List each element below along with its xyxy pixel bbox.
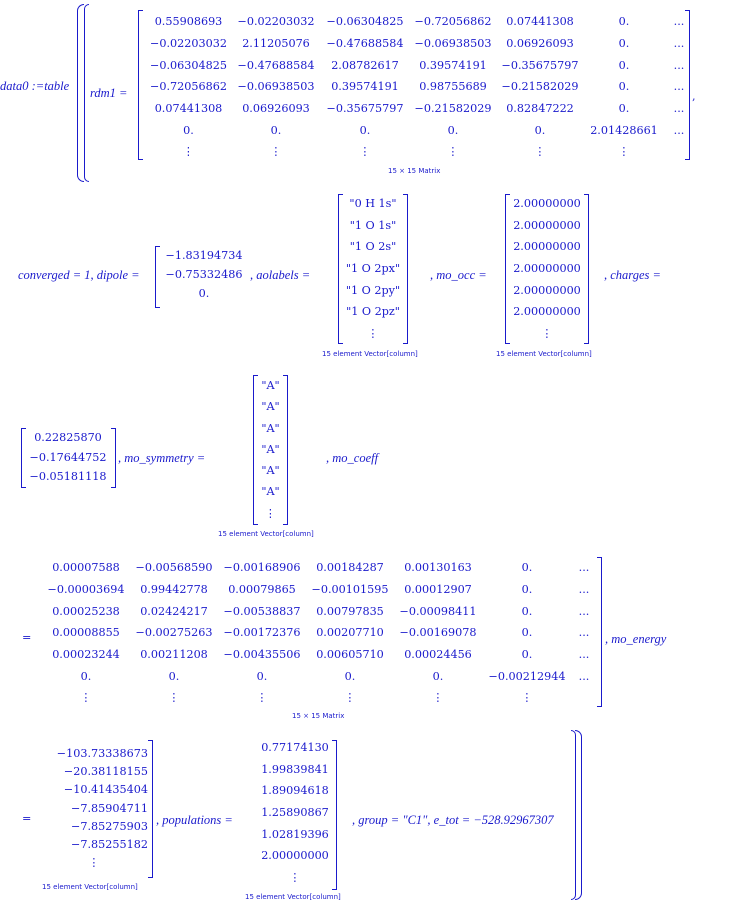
table-row: ⋮ ⋮ ⋮ ⋮ ⋮ ⋮: [80, 691, 533, 705]
populations-right-bracket: [332, 740, 337, 890]
table-row: 0.55908693 −0.02203032 −0.06304825 −0.72056862 0.07441308 0. ...: [154, 15, 685, 29]
mo-coeff-equals: =: [22, 631, 32, 644]
populations-caption: 15 element Vector[column]: [245, 893, 341, 901]
table-row: 0.07441308 0.06926093 −0.35675797 −0.21582029 0.82847222 0. ...: [154, 102, 685, 116]
charges-vector: 0.22825870 −0.17644752 −0.05181118: [29, 431, 107, 483]
table-row: 0.00023244 0.00211208 −0.00435506 0.00605710 0.00024456 0. ...: [52, 648, 590, 662]
table-open-paren: [77, 4, 84, 182]
rdm1-trailing-comma: ,: [692, 90, 696, 103]
rdm1-caption: 15 × 15 Matrix: [388, 167, 441, 175]
table-row: −0.02203032 2.11205076 −0.47688584 −0.06938503 0.06926093 0. ...: [150, 37, 685, 51]
populations-vector: 0.77174130 1.99839841 1.89094618 1.25890867 1.02819396 2.00000000 ⋮: [261, 741, 329, 885]
table-row: 0.00008855 −0.00275263 −0.00172376 0.00207710 −0.00169078 0. ...: [52, 626, 590, 640]
mo-occ-label: , mo_occ =: [430, 268, 487, 282]
aolabels-caption: 15 element Vector[column]: [322, 350, 418, 358]
mo-coeff-caption: 15 × 15 Matrix: [292, 712, 345, 720]
charges-right-bracket: [111, 428, 116, 488]
table-row: 0. 0. 0. 0. 0. 2.01428661 ...: [183, 123, 685, 137]
mo-coeff-label: , mo_coeff: [326, 451, 379, 465]
rdm1-label: rdm1 =: [90, 86, 128, 100]
mo-occ-caption: 15 element Vector[column]: [496, 350, 592, 358]
table-row: −0.06304825 −0.47688584 2.08782617 0.39574191 −0.35675797 0. ...: [150, 58, 685, 72]
mo-energy-label: , mo_energy: [605, 632, 667, 646]
mo-energy-right-bracket: [148, 740, 153, 878]
mo-energy-caption: 15 element Vector[column]: [42, 883, 138, 891]
table-row: −0.00003694 0.99442778 0.00079865 −0.00101595 0.00012907 0. ...: [47, 583, 590, 597]
table-close-paren: [575, 730, 582, 900]
aolabels-label: , aolabels =: [250, 268, 311, 282]
rdm1-matrix: [146, 11, 693, 163]
table-row: ⋮ ⋮ ⋮ ⋮ ⋮ ⋮: [182, 145, 630, 159]
charges-label: , charges =: [604, 268, 661, 282]
mo-energy-vector: −103.73338673 −20.38118155 −10.41435404 −7.85904711 −7.85275903 −7.85255182 ⋮: [56, 747, 148, 870]
converged-dipole-label: converged = 1, dipole =: [18, 268, 140, 282]
mo-coeff-right-bracket: [597, 557, 602, 707]
mo-coeff-matrix: [42, 557, 596, 709]
aolabels-vector: "0 H 1s" "1 O 1s" "1 O 2s" "1 O 2px" "1 O 2py" "1 O 2pz" ⋮: [345, 197, 401, 341]
mo-symmetry-caption: 15 element Vector[column]: [218, 530, 314, 538]
mo-symmetry-label: , mo_symmetry =: [118, 451, 206, 465]
table-row: 0. 0. 0. 0. 0. −0.00212944 ...: [80, 669, 590, 683]
populations-label: , populations =: [156, 813, 233, 827]
group-etot-label: , group = "C1", e_tot = −528.92967307: [352, 813, 554, 827]
table-row: −0.72056862 −0.06938503 0.39574191 0.98755689 −0.21582029 0. ...: [150, 80, 685, 94]
mo-occ-vector: 2.00000000 2.00000000 2.00000000 2.00000000 2.00000000 2.00000000 ⋮: [513, 197, 581, 341]
table-row: 0.00007588 −0.00568590 −0.00168906 0.00184287 0.00130163 0. ...: [52, 561, 590, 575]
table-inner-paren: [84, 4, 89, 182]
rdm1-left-bracket: [138, 10, 143, 160]
mo-symmetry-vector: "A" "A" "A" "A" "A" "A" ⋮: [261, 379, 280, 520]
mo-energy-equals: =: [22, 812, 32, 825]
data0-assign-label: data0 :=table: [0, 79, 70, 93]
dipole-vector: −1.83194734 −0.75332486 0.: [165, 249, 243, 300]
table-row: 0.00025238 0.02424217 −0.00538837 0.00797835 −0.00098411 0. ...: [52, 604, 590, 618]
